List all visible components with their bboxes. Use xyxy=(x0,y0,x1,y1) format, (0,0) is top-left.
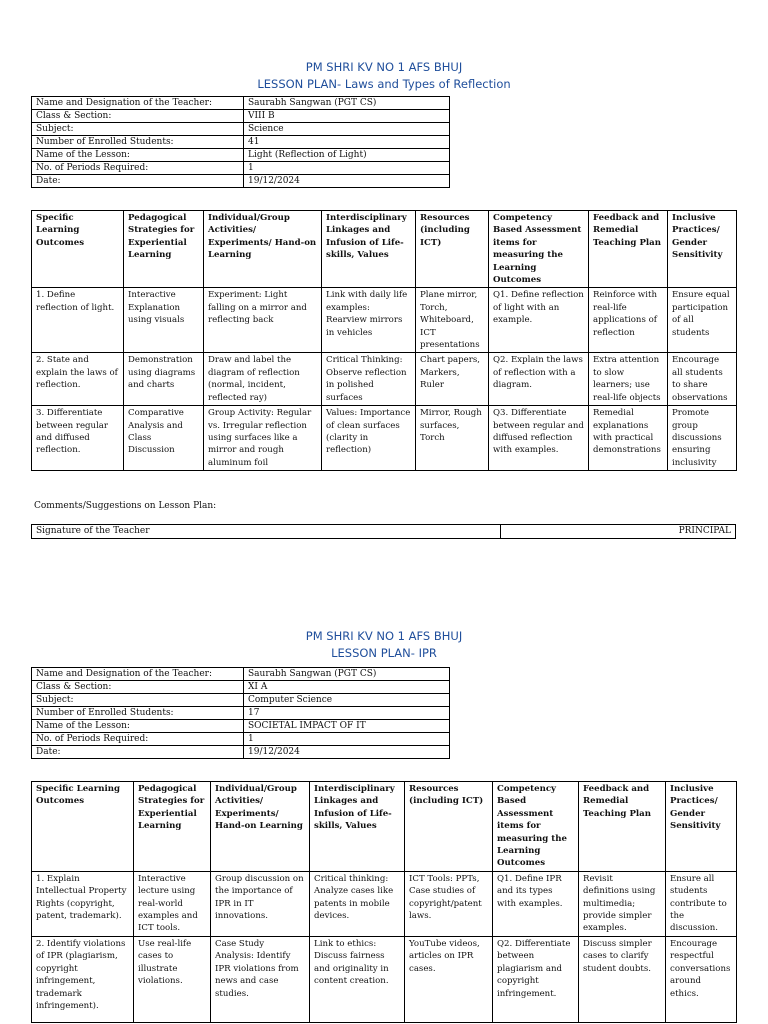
table-cell: Comparative Analysis and Class Discussion xyxy=(124,406,204,471)
table-cell: Interactive Explanation using visuals xyxy=(124,288,204,353)
info-label: Number of Enrolled Students: xyxy=(32,136,244,149)
table-cell: Q2. Differentiate between plagiarism and copyright infringement. xyxy=(493,936,579,1022)
info-label: Class & Section: xyxy=(32,110,244,123)
column-header: Specific Learning Outcomes xyxy=(32,782,134,872)
table-cell: Revisit definitions using multimedia; provide simpler examples. xyxy=(579,871,666,936)
column-header: Individual/Group Activities/ Experiments/ Hand-on Learning xyxy=(211,782,310,872)
info-label: Name and Designation of the Teacher: xyxy=(32,97,244,110)
table-cell: Use real-life cases to illustrate violations. xyxy=(134,936,211,1022)
info-value: SOCIETAL IMPACT OF IT xyxy=(244,720,450,733)
table-cell: Group Activity: Regular vs. Irregular reflection using surfaces like a mirror and rough aluminum foil xyxy=(204,406,322,471)
info-row xyxy=(32,123,450,136)
table-cell: 2. Identify violations of IPR (plagiarism, copyright infringement, trademark infringement). xyxy=(32,936,134,1022)
info-label: No. of Periods Required: xyxy=(32,733,244,746)
table-cell: Ensure all students contribute to the discussion. xyxy=(666,871,737,936)
lesson-plan-table xyxy=(31,210,737,471)
info-value: 17 xyxy=(244,707,450,720)
table-cell: Q1. Define reflection of light with an example. xyxy=(489,288,589,353)
column-header: Specific Learning Outcomes xyxy=(32,211,124,288)
info-value: 41 xyxy=(244,136,450,149)
info-row xyxy=(32,668,450,681)
info-row xyxy=(32,149,450,162)
info-label: Name of the Lesson: xyxy=(32,149,244,162)
info-label: Subject: xyxy=(32,123,244,136)
table-cell: Experiment: Light falling on a mirror and reflecting back xyxy=(204,288,322,353)
table-cell: Q3. Differentiate between regular and diffused reflection with examples. xyxy=(489,406,589,471)
info-value: XI A xyxy=(244,681,450,694)
info-row xyxy=(32,707,450,720)
info-label: Date: xyxy=(32,746,244,759)
table-cell: 1. Define reflection of light. xyxy=(32,288,124,353)
info-label: Subject: xyxy=(32,694,244,707)
principal-label: PRINCIPAL xyxy=(500,525,735,539)
table-cell: YouTube videos, articles on IPR cases. xyxy=(405,936,493,1022)
table-cell: Q2. Explain the laws of reflection with a diagram. xyxy=(489,353,589,406)
table-cell: Extra attention to slow learners; use real-life objects xyxy=(589,353,668,406)
column-header: Interdisciplinary Linkages and Infusion of Life-skills, Values xyxy=(310,782,405,872)
lesson-plan-title: LESSON PLAN- IPR xyxy=(331,646,437,660)
column-header: Feedback and Remedial Teaching Plan xyxy=(579,782,666,872)
info-row xyxy=(32,746,450,759)
info-label: No. of Periods Required: xyxy=(32,162,244,175)
table-cell: Ensure equal participation of all students xyxy=(668,288,737,353)
info-label: Number of Enrolled Students: xyxy=(32,707,244,720)
table-row xyxy=(32,936,737,1022)
table-cell: Reinforce with real-life applications of reflection xyxy=(589,288,668,353)
info-row xyxy=(32,733,450,746)
table-row xyxy=(32,871,737,936)
column-header: Inclusive Practices/ Gender Sensitivity xyxy=(666,782,737,872)
column-header: Feedback and Remedial Teaching Plan xyxy=(589,211,668,288)
info-value: Science xyxy=(244,123,450,136)
info-row xyxy=(32,136,450,149)
column-header: Pedagogical Strategies for Experiential Learning xyxy=(134,782,211,872)
info-row xyxy=(32,694,450,707)
info-label: Name of the Lesson: xyxy=(32,720,244,733)
info-value: Saurabh Sangwan (PGT CS) xyxy=(244,668,450,681)
table-cell: Remedial explanations with practical demonstrations xyxy=(589,406,668,471)
table-cell: Link with daily life examples: Rearview mirrors in vehicles xyxy=(322,288,416,353)
table-cell: ICT Tools: PPTs, Case studies of copyright/patent laws. xyxy=(405,871,493,936)
table-cell: Draw and label the diagram of reflection (normal, incident, reflected ray) xyxy=(204,353,322,406)
table-cell: Mirror, Rough surfaces, Torch xyxy=(416,406,489,471)
info-value: 19/12/2024 xyxy=(244,746,450,759)
table-cell: Plane mirror, Torch, Whiteboard, ICT presentations xyxy=(416,288,489,353)
table-cell: Interactive lecture using real-world examples and ICT tools. xyxy=(134,871,211,936)
column-header: Pedagogical Strategies for Experiential Learning xyxy=(124,211,204,288)
table-cell: Link to ethics: Discuss fairness and originality in content creation. xyxy=(310,936,405,1022)
column-header: Competency Based Assessment items for measuring the Learning Outcomes xyxy=(489,211,589,288)
info-value: Light (Reflection of Light) xyxy=(244,149,450,162)
teacher-info-table xyxy=(31,96,450,188)
info-row xyxy=(32,97,450,110)
signature-label: Signature of the Teacher xyxy=(32,525,501,539)
lesson-plan-title: LESSON PLAN- Laws and Types of Reflection xyxy=(257,77,511,91)
table-cell: 2. State and explain the laws of reflection. xyxy=(32,353,124,406)
info-value: VIII B xyxy=(244,110,450,123)
table-cell: Q1. Define IPR and its types with examples. xyxy=(493,871,579,936)
table-cell: Encourage respectful conversations around ethics. xyxy=(666,936,737,1022)
info-value: 1 xyxy=(244,162,450,175)
table-cell: Critical thinking: Analyze cases like patents in mobile devices. xyxy=(310,871,405,936)
table-cell: Promote group discussions ensuring inclusivity xyxy=(668,406,737,471)
column-header: Resources (including ICT) xyxy=(416,211,489,288)
info-label: Name and Designation of the Teacher: xyxy=(32,668,244,681)
table-row xyxy=(32,406,737,471)
signature-row xyxy=(31,524,736,539)
info-value: Computer Science xyxy=(244,694,450,707)
table-row xyxy=(32,288,737,353)
info-label: Date: xyxy=(32,175,244,188)
info-row xyxy=(32,162,450,175)
table-cell: Critical Thinking: Observe reflection in polished surfaces xyxy=(322,353,416,406)
column-header: Resources (including ICT) xyxy=(405,782,493,872)
table-cell: Values: Importance of clean surfaces (clarity in reflection) xyxy=(322,406,416,471)
lesson-plan-table xyxy=(31,781,737,1023)
info-row xyxy=(32,681,450,694)
table-cell: Group discussion on the importance of IPR in IT innovations. xyxy=(211,871,310,936)
column-header: Inclusive Practices/ Gender Sensitivity xyxy=(668,211,737,288)
info-row xyxy=(32,110,450,123)
table-row xyxy=(32,353,737,406)
info-value: Saurabh Sangwan (PGT CS) xyxy=(244,97,450,110)
teacher-info-table xyxy=(31,667,450,759)
info-value: 1 xyxy=(244,733,450,746)
table-cell: 1. Explain Intellectual Property Rights (copyright, patent, trademark). xyxy=(32,871,134,936)
info-label: Class & Section: xyxy=(32,681,244,694)
table-cell: Discuss simpler cases to clarify student doubts. xyxy=(579,936,666,1022)
info-value: 19/12/2024 xyxy=(244,175,450,188)
column-header: Individual/Group Activities/ Experiments/ Hand-on Learning xyxy=(204,211,322,288)
info-row xyxy=(32,720,450,733)
column-header: Competency Based Assessment items for measuring the Learning Outcomes xyxy=(493,782,579,872)
column-header: Interdisciplinary Linkages and Infusion of Life-skills, Values xyxy=(322,211,416,288)
table-cell: Demonstration using diagrams and charts xyxy=(124,353,204,406)
school-name: PM SHRI KV NO 1 AFS BHUJ xyxy=(305,60,463,74)
table-cell: 3. Differentiate between regular and diffused reflection. xyxy=(32,406,124,471)
table-cell: Case Study Analysis: Identify IPR violations from news and case studies. xyxy=(211,936,310,1022)
table-cell: Chart papers, Markers, Ruler xyxy=(416,353,489,406)
school-name: PM SHRI KV NO 1 AFS BHUJ xyxy=(305,629,463,643)
table-cell: Encourage all students to share observations xyxy=(668,353,737,406)
info-row xyxy=(32,175,450,188)
comments-label: Comments/Suggestions on Lesson Plan: xyxy=(34,501,217,511)
